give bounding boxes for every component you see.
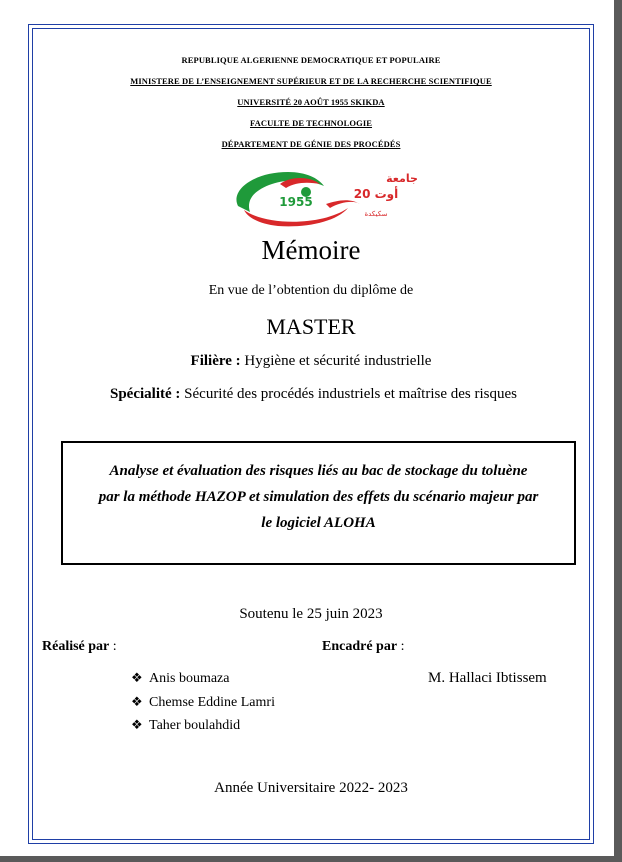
filiere-label: Filière : <box>190 353 241 369</box>
logo-year: 1955 <box>279 195 313 209</box>
diamond-bullet-icon: ❖ <box>131 670 143 685</box>
encadre-par <box>322 639 404 655</box>
author-item <box>131 717 240 734</box>
thesis-title-line-1: Analyse et évaluation des risques liés au bac de stockage du toluène <box>109 463 528 479</box>
realise-par <box>42 639 117 655</box>
thesis-title-line-2: par la méthode HAZOP et simulation des effets du scénario majeur par <box>98 489 539 505</box>
author-name: Anis boumaza <box>149 671 230 686</box>
degree: MASTER <box>266 314 356 339</box>
encadre-label: Encadré par <box>322 639 398 654</box>
viewer-shadow-bottom <box>0 856 622 862</box>
header-faculty: FACULTE DE TECHNOLOGIE <box>249 118 373 128</box>
supervisor-name: M. Hallaci Ibtissem <box>428 670 547 686</box>
subtitle: En vue de l’obtention du diplôme de <box>208 283 414 298</box>
thesis-title-line-3: le logiciel ALOHA <box>261 515 376 531</box>
document-type-title: Mémoire <box>261 235 361 265</box>
thesis-title-box <box>61 441 576 565</box>
author-name: Chemse Eddine Lamri <box>149 695 275 710</box>
defense-date: Soutenu le 25 juin 2023 <box>239 606 383 622</box>
author-name: Taher boulahdid <box>149 718 241 733</box>
author-item <box>131 694 275 711</box>
header-ministry: MINISTERE DE L’ENSEIGNEMENT SUPÉRIEUR ET DE LA RECHERCHE SCIENTIFIQUE <box>130 76 492 86</box>
specialite-label: Spécialité : <box>110 386 181 402</box>
specialite-line <box>110 386 517 403</box>
encadre-colon: : <box>400 639 405 654</box>
header-university: UNIVERSITÉ 20 AOÛT 1955 SKIKDA <box>237 97 385 107</box>
diamond-bullet-icon: ❖ <box>131 694 143 709</box>
logo-arabic-small: سكيكدة <box>364 210 388 218</box>
realise-label: Réalisé par <box>42 639 110 654</box>
specialite-value: Sécurité des procédés industriels et maîtrise des risques <box>184 386 517 402</box>
page-border-inner <box>32 28 590 840</box>
filiere-value: Hygiène et sécurité industrielle <box>244 353 432 369</box>
header-department: DÉPARTEMENT DE GÉNIE DES PROCÉDÉS <box>221 139 401 149</box>
viewer-shadow-right <box>614 0 622 862</box>
university-logo <box>226 160 422 230</box>
diamond-bullet-icon: ❖ <box>131 717 143 732</box>
logo-arabic-date: 20 أوت <box>353 187 399 201</box>
academic-year: Année Universitaire 2022- 2023 <box>214 780 408 796</box>
filiere-line <box>0 353 622 370</box>
realise-colon: : <box>112 639 117 654</box>
thesis-title <box>63 458 574 536</box>
header-republic: REPUBLIQUE ALGERIENNE DEMOCRATIQUE ET POPULAIRE <box>181 55 441 65</box>
author-item <box>131 670 229 687</box>
logo-arabic-name: جامعة <box>386 172 418 185</box>
